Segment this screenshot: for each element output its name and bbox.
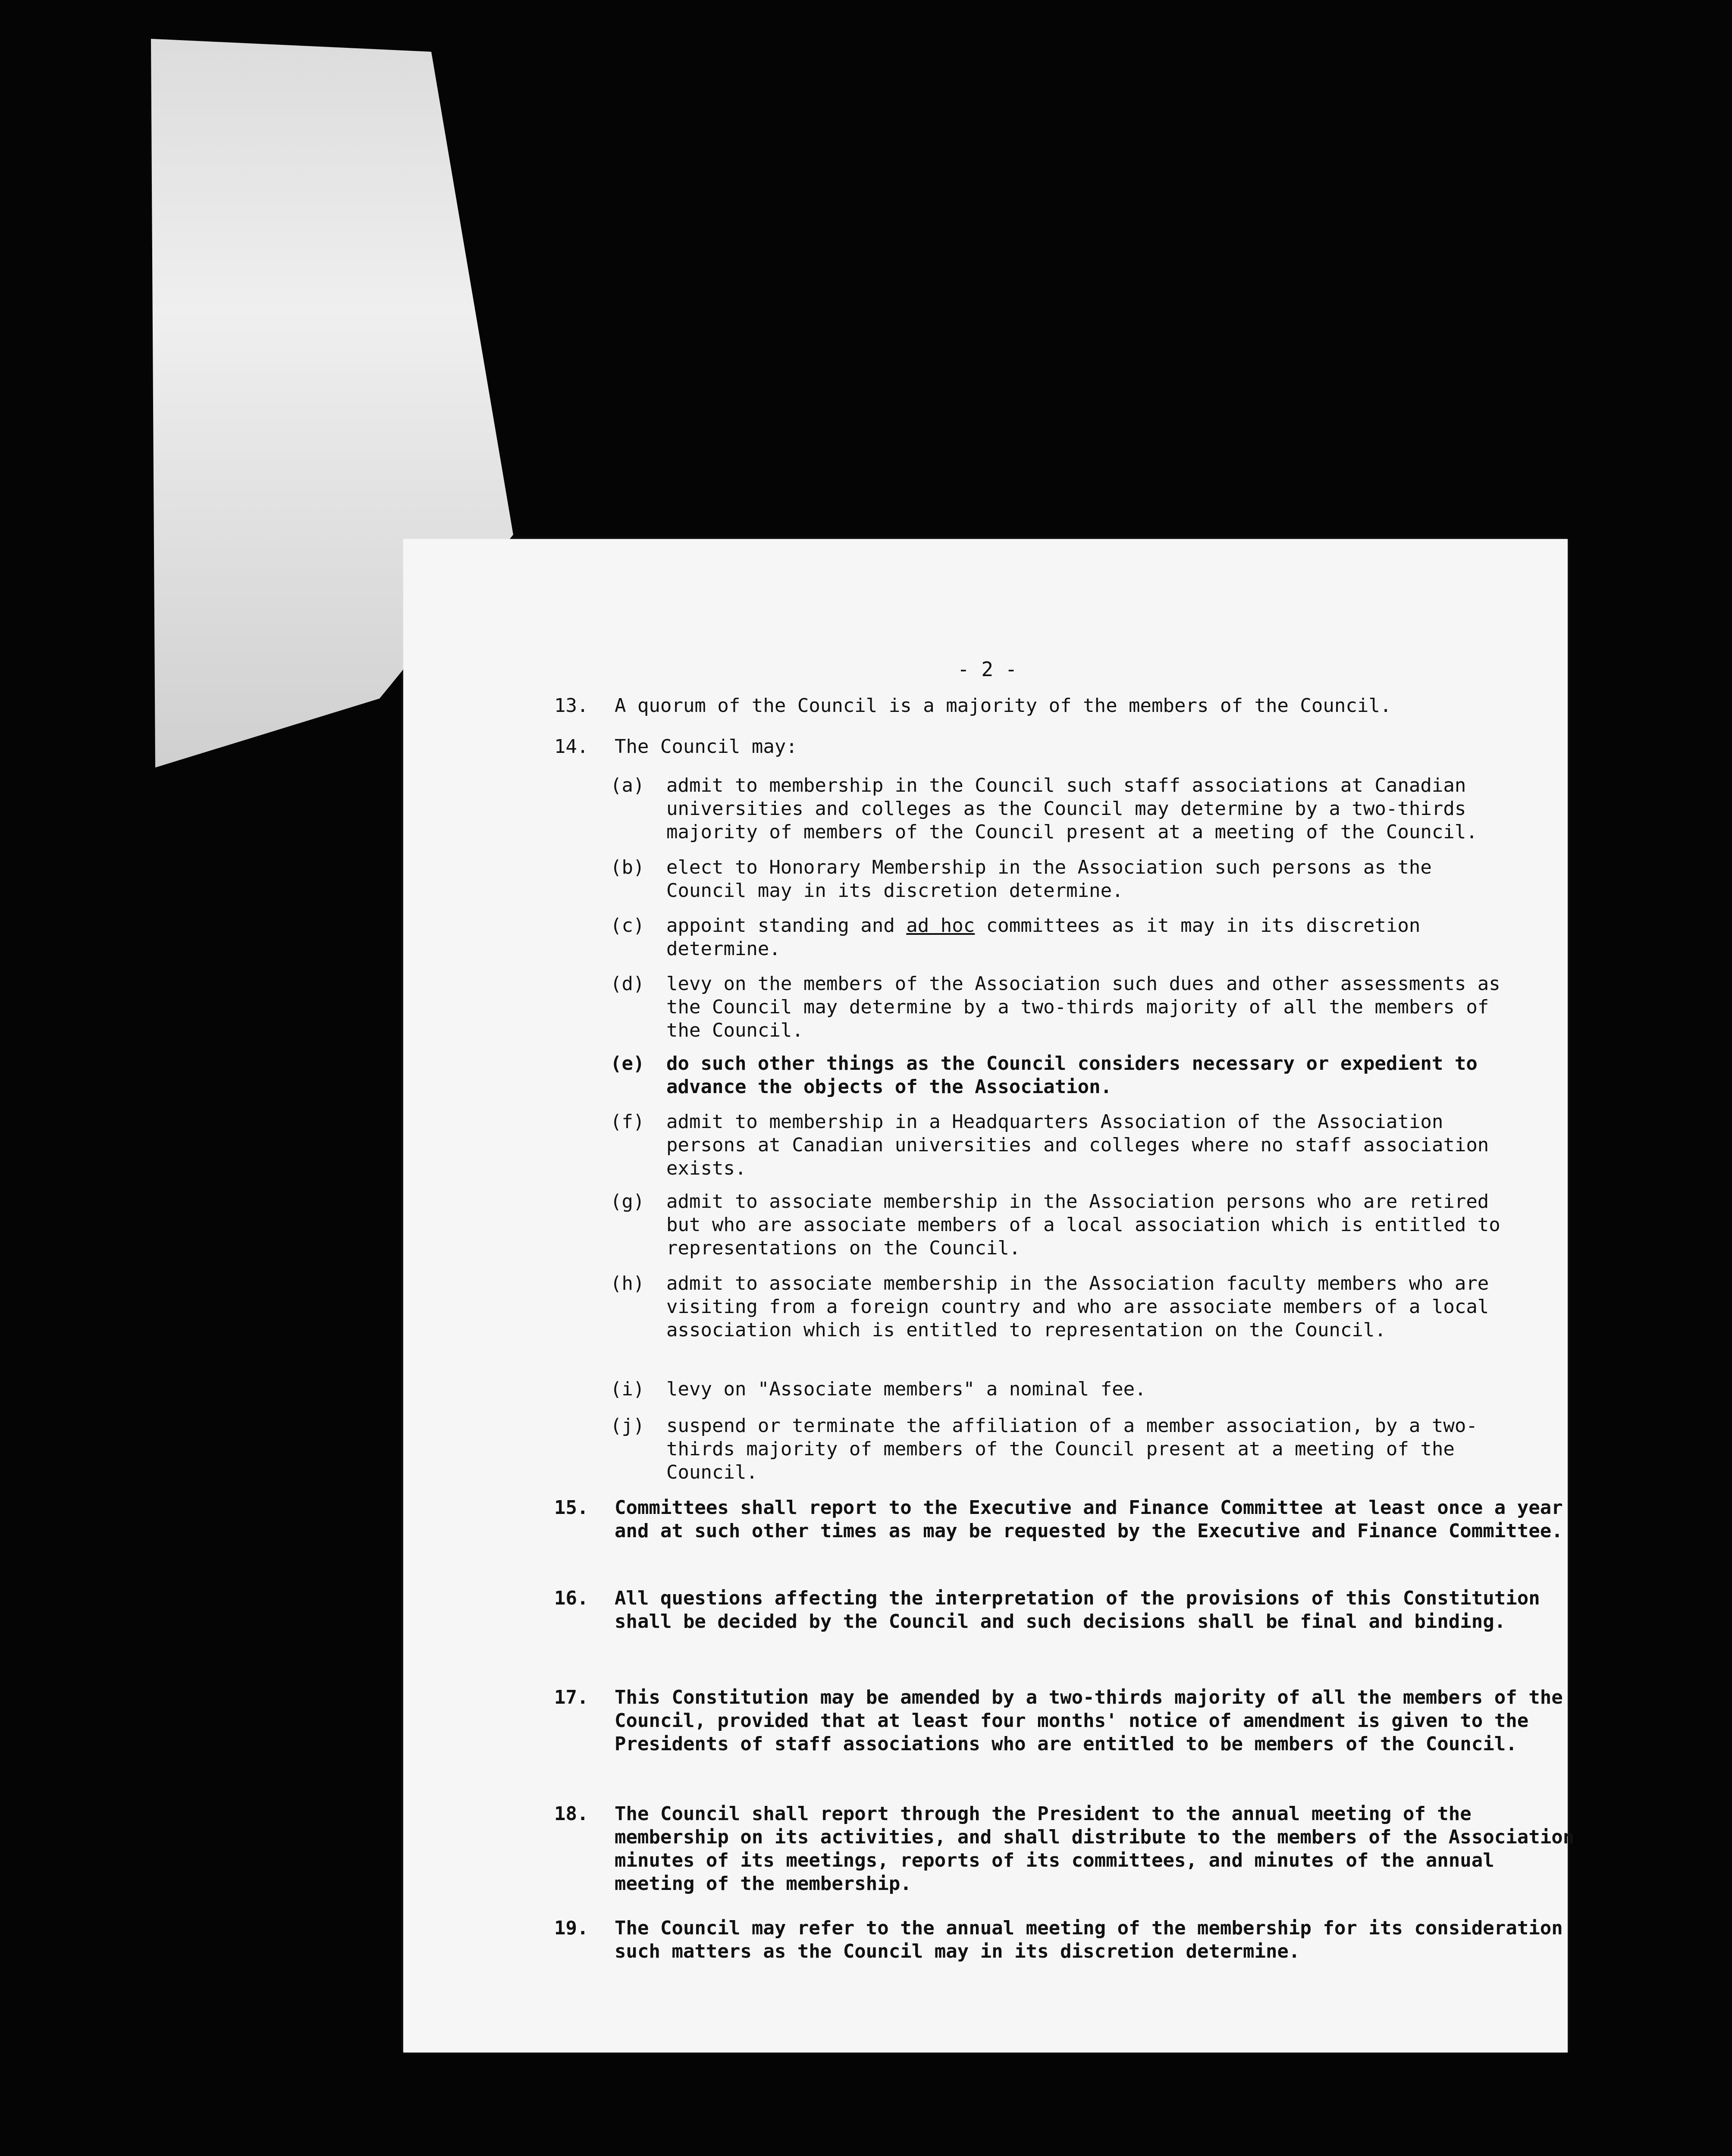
subclause-text: admit to associate membership in the Association faculty members who are visiting from a foreign country and who are associate members of a local association which is entitled to representation on the Council. bbox=[666, 1272, 1489, 1341]
clause-number: 14. bbox=[554, 736, 589, 758]
subclause-label: (c) bbox=[610, 915, 645, 937]
clause-text: The Council may refer to the annual meeting of the membership for its consideration such matters as the Council may in its discretion determine. bbox=[615, 1917, 1563, 1962]
subclause-label: (d) bbox=[610, 973, 645, 995]
subclause-text: admit to membership in a Headquarters Association of the Association persons at Canadian universities and colleges where no staff association exists. bbox=[666, 1111, 1489, 1179]
clause-number: 17. bbox=[554, 1686, 589, 1708]
clause-text: All questions affecting the interpretation of the provisions of this Constitution shall be decided by the Council and such decisions shall be final and binding. bbox=[615, 1587, 1540, 1633]
subclause-text: elect to Honorary Membership in the Association such persons as the Council may in its discretion determine. bbox=[666, 856, 1432, 902]
clause-number: 13. bbox=[554, 695, 589, 717]
clause-text: A quorum of the Council is a majority of the members of the Council. bbox=[615, 695, 1392, 717]
clause-text: The Council may: bbox=[615, 736, 797, 758]
subclause-label: (e) bbox=[610, 1053, 645, 1075]
subclause-label: (g) bbox=[610, 1191, 645, 1213]
subclause-text: do such other things as the Council considers necessary or expedient to advance the objects of the Association. bbox=[666, 1053, 1478, 1098]
subclause-text: suspend or terminate the affiliation of a member association, by a two-thirds majority of members of the Council present at a meeting of the Council. bbox=[666, 1415, 1478, 1483]
clause-text: This Constitution may be amended by a two-thirds majority of all the members of the Council, provided that at least four months' notice of amendment is given to the Presidents of staff associations who are entitled to be members of the Council. bbox=[615, 1686, 1563, 1755]
subclause-text: levy on "Associate members" a nominal fee. bbox=[666, 1378, 1146, 1400]
page-number: - 2 - bbox=[957, 658, 1017, 681]
subclause-label: (i) bbox=[610, 1378, 645, 1400]
clause-number: 16. bbox=[554, 1587, 589, 1609]
subclause-label: (j) bbox=[610, 1415, 645, 1437]
clause-number: 18. bbox=[554, 1803, 589, 1825]
subclause-label: (a) bbox=[610, 774, 645, 796]
subclause-text: admit to associate membership in the Association persons who are retired but who are associate members of a local association which is entitled to representations on the Council. bbox=[666, 1191, 1500, 1259]
subclause-text: admit to membership in the Council such staff associations at Canadian universities and colleges as the Council may determine by a two-thirds majority of members of the Council present at a meeting of the Council. bbox=[666, 774, 1478, 843]
subclause-label: (f) bbox=[610, 1111, 645, 1133]
subclause-label: (b) bbox=[610, 856, 645, 878]
clause-text: The Council shall report through the President to the annual meeting of the membership on its activities, and shall distribute to the members of the Association minutes of its meetings, reports of its committees, and minutes of the annual meeting of the membership. bbox=[615, 1803, 1575, 1895]
document-page bbox=[403, 539, 1575, 2053]
subclause-text: appoint standing and ad hoc committees as it may in its discretion determine. bbox=[666, 915, 1421, 960]
subclause-text: levy on the members of the Association such dues and other assessments as the Council may determine by a two-thirds majority of all the members of the Council. bbox=[666, 973, 1500, 1041]
clause-number: 15. bbox=[554, 1497, 589, 1519]
clause-number: 19. bbox=[554, 1917, 589, 1939]
subclause-label: (h) bbox=[610, 1272, 645, 1294]
clause-text: Committees shall report to the Executive and Finance Committee at least once a year and at such other times as may be requested by the Executive and Finance Committee. bbox=[615, 1497, 1563, 1542]
